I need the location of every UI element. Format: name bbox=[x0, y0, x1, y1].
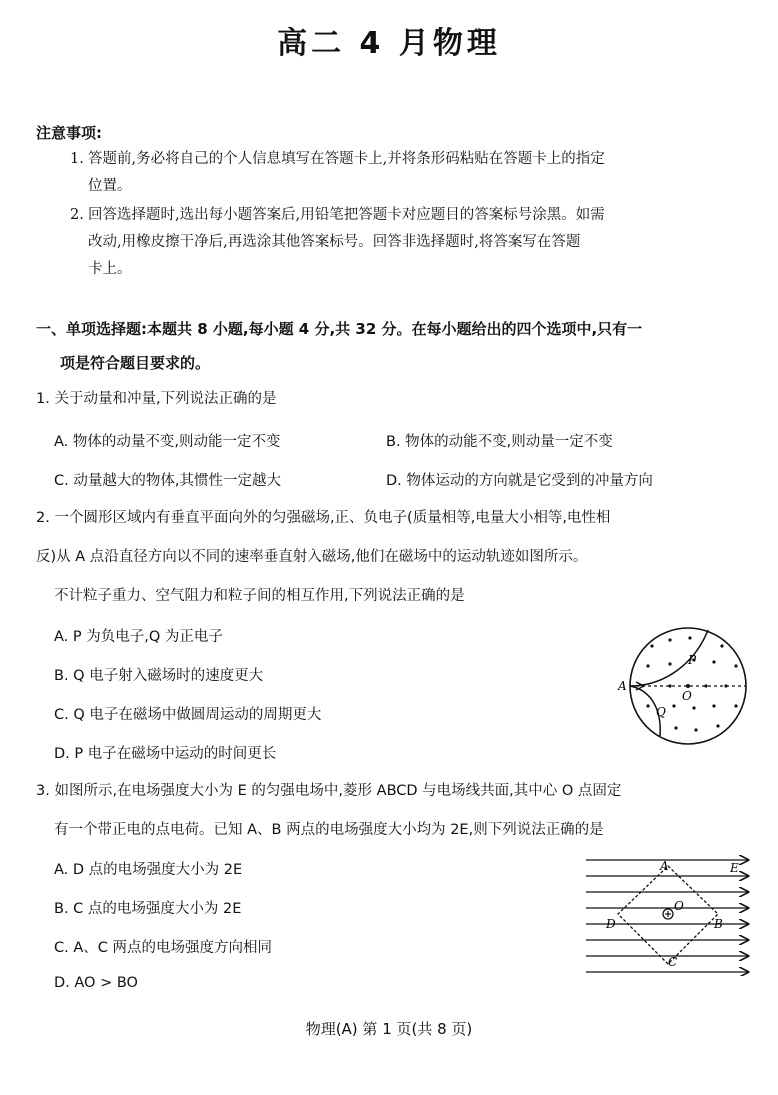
figure-label-b: B bbox=[714, 917, 723, 931]
q2-option-a: A. P 为负电子,Q 为正电子 bbox=[54, 629, 223, 645]
question-3-stem bbox=[36, 772, 750, 850]
section-heading-line: 一、单项选择题:本题共 8 小题,每小题 4 分,共 32 分。在每小题给出的四个选项中,只有一 bbox=[36, 320, 643, 338]
page-footer: 物理(A) 第 1 页(共 8 页) bbox=[305, 1020, 473, 1038]
question-2-line: 不计粒子重力、空气阻力和粒子间的相互作用,下列说法正确的是 bbox=[54, 588, 465, 604]
q1-option-a: A. 物体的动量不变,则动能一定不变 bbox=[54, 434, 281, 450]
figure-label-q: Q bbox=[656, 705, 666, 719]
figure-label-c: C bbox=[668, 955, 678, 969]
q3-option-a: A. D 点的电场强度大小为 2E bbox=[54, 862, 243, 878]
q3-option-c: C. A、C 两点的电场强度方向相同 bbox=[54, 940, 272, 956]
notice-heading: 注意事项: bbox=[36, 124, 102, 142]
q3-option-b: B. C 点的电场强度大小为 2E bbox=[54, 901, 242, 917]
page-title: 高二 4 月物理 bbox=[277, 26, 501, 61]
question-3-line: 有一个带正电的点电荷。已知 A、B 两点的电场强度大小均为 2E,则下列说法正确的是 bbox=[54, 822, 604, 838]
q2-option-c: C. Q 电子在磁场中做圆周运动的周期更大 bbox=[54, 707, 322, 723]
figure-label-o: O bbox=[682, 689, 692, 703]
question-2-stem bbox=[36, 499, 750, 616]
notice-item-line: 回答选择题时,选出每小题答案后,用铅笔把答题卡对应题目的答案标号涂黑。如需 bbox=[88, 207, 605, 223]
section-heading-line: 项是符合题目要求的。 bbox=[60, 354, 211, 372]
notice-item-line: 位置。 bbox=[88, 178, 132, 194]
q1-option-c: C. 动量越大的物体,其惯性一定越大 bbox=[54, 473, 281, 489]
figure-label-a: A bbox=[618, 679, 627, 693]
notice-item-line: 卡上。 bbox=[88, 261, 132, 277]
figure-label-e: E bbox=[730, 861, 739, 875]
electric-field-figure bbox=[582, 852, 754, 976]
section-heading bbox=[36, 312, 748, 380]
q2-option-d: D. P 电子在磁场中运动的时间更长 bbox=[54, 746, 277, 762]
notice-item-2 bbox=[70, 202, 750, 283]
question-2-line: 2. 一个圆形区域内有垂直平面向外的匀强磁场,正、负电子(质量相等,电量大小相等,电性相 bbox=[36, 510, 611, 526]
notice-item-line: 答题前,务必将自己的个人信息填写在答题卡上,并将条形码粘贴在答题卡上的指定 bbox=[88, 151, 605, 167]
figure-label-p: P bbox=[688, 653, 697, 667]
notice-item-number: 1. bbox=[70, 151, 84, 167]
question-3-line: 3. 如图所示,在电场强度大小为 E 的匀强电场中,菱形 ABCD 与电场线共面,其中心 O 点固定 bbox=[36, 783, 622, 799]
notice-item-1 bbox=[70, 146, 750, 200]
notice-item-line: 改动,用橡皮擦干净后,再选涂其他答案标号。回答非选择题时,将答案写在答题 bbox=[88, 234, 581, 250]
question-2-line: 反)从 A 点沿直径方向以不同的速率垂直射入磁场,他们在磁场中的运动轨迹如图所示。 bbox=[36, 549, 588, 565]
q1-option-b: B. 物体的动能不变,则动量一定不变 bbox=[386, 434, 613, 450]
magnetic-field-figure bbox=[610, 618, 760, 768]
q3-option-d: D. AO > BO bbox=[54, 975, 138, 991]
q1-option-d: D. 物体运动的方向就是它受到的冲量方向 bbox=[386, 473, 653, 489]
figure-label-d: D bbox=[606, 917, 616, 931]
figure-label-a: A bbox=[660, 859, 669, 873]
notice-item-number: 2. bbox=[70, 207, 84, 223]
figure-label-o: O bbox=[674, 899, 684, 913]
q2-option-b: B. Q 电子射入磁场时的速度更大 bbox=[54, 668, 264, 684]
question-1-stem: 1. 关于动量和冲量,下列说法正确的是 bbox=[36, 391, 277, 407]
